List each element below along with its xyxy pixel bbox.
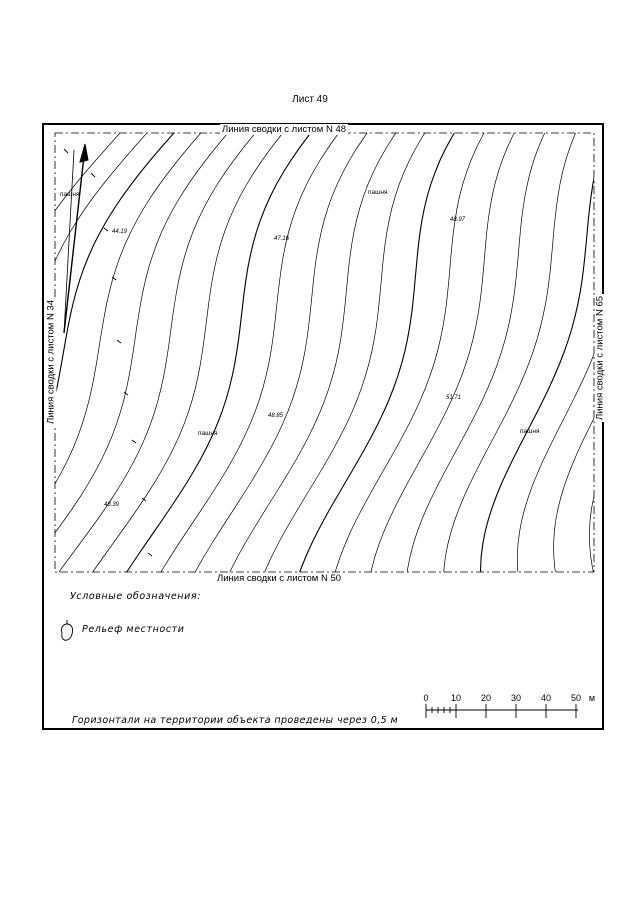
elevation-label: 48.39 [104, 502, 120, 508]
scale-tick-label: 40 [540, 693, 551, 703]
scale-tick-label: 20 [480, 693, 491, 703]
land-mark-pashnya: пашня [520, 428, 540, 435]
contour-line [625, 100, 640, 580]
land-mark-pashnya: пашня [368, 189, 388, 196]
link-line-left: Линия сводки с листом N 34 [45, 299, 57, 425]
contour-interval-note: Горизонтали на территории объекта проведены через 0,5 м [72, 715, 399, 726]
legend-relief-label: Рельеф местности [82, 624, 185, 635]
land-mark-pashnya: пашня [198, 430, 218, 437]
scale-tick-label: 30 [510, 693, 521, 703]
legend-title: Условные обозначения: [70, 591, 201, 602]
elevation-label: 48.85 [268, 413, 284, 419]
map-frame [42, 123, 604, 730]
elevation-label: 44.19 [112, 229, 128, 235]
sheet-title: Лист 49 [292, 94, 328, 105]
link-line-right: Линия сводки с листом N 65 [594, 295, 606, 421]
link-line-top: Линия сводки с листом N 48 [222, 124, 347, 135]
land-mark-pashnya: пашня [60, 191, 80, 198]
elevation-label: 47.16 [274, 236, 290, 242]
scale-tick-label: 10 [450, 693, 461, 703]
scale-unit-label: м [588, 693, 596, 703]
scale-tick-label: 0 [423, 693, 429, 703]
elevation-label: 51.71 [446, 395, 462, 401]
elevation-label: 48.97 [450, 217, 466, 223]
link-line-bottom: Линия сводки с листом N 50 [217, 573, 342, 584]
scale-tick-label: 50 [570, 693, 581, 703]
